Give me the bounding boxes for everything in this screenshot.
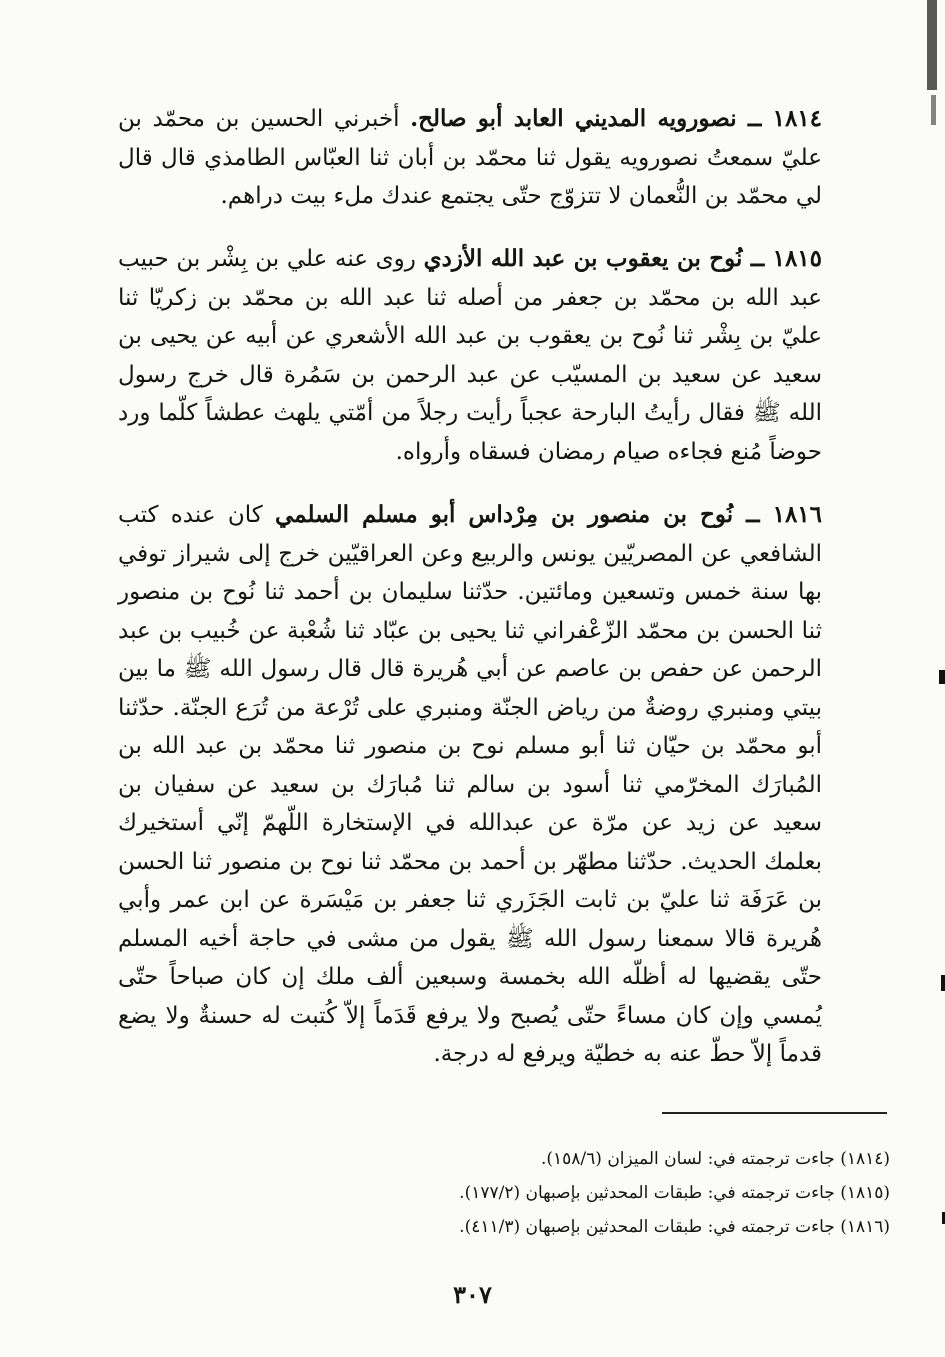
entry-1815 bbox=[118, 240, 822, 471]
footnote: (١٨١٦) جاءت ترجمته في: طبقات المحدثين بإصبهان (٤١١/٣). bbox=[459, 1217, 890, 1237]
entry-text: كان عنده كتب الشافعي عن المصريّين يونس والربيع وعن العراقيّين خرج إلى شيراز توفي بها سنة خمس وتسعين ومائتين. حدّثنا سليمان بن أحمد ثنا نُوح بن منصور ثنا الحسن بن محمّد الزّعْفراني ثنا يحيى بن عبّاد ثنا شُعْبة عن خُبيب بن عبد الرحمن عن حفص بن عاصم عن أبي هُريرة قال قال رسول الله ﷺ ما بين بيتي ومنبري روضةٌ من رياض الجنّة ومنبري على تُرْعة من تُرَع الجنّة. حدّثنا أبو محمّد بن حيّان ثنا أبو مسلم نوح بن منصور ثنا محمّد بن عبد الله بن المُبارَك المخرّمي ثنا أسود بن سالم ثنا مُبارَك بن سعيد عن سفيان بن سعيد عن زيد عن مرّة عن عبدالله في الإستخارة اللّهمّ إنّي أستخيرك بعلمك الحديث. حدّثنا مطهّر بن أحمد بن محمّد ثنا نوح بن منصور ثنا الحسن بن عَرَفَة ثنا عليّ بن ثابت الجَزَري ثنا جعفر بن مَيْسَرة عن ابن عمر وأبي هُريرة قالا سمعنا رسول الله ﷺ يقول من مشى في حاجة أخيه المسلم حتّى يقضيها له أظلّه الله بخمسة وسبعين ألف ملك إن كان صباحاً حتّى يُمسي وإن كان مساءً حتّى يُصبح ولا يرفع قَدَماً إلاّ كُتبت له حسنةٌ ولا يضع قدماً إلاّ حطّ عنه به خطيّة ويرفع له درجة. bbox=[118, 502, 822, 1067]
entry-heading: ١٨١٥ ــ نُوح بن يعقوب بن عبد الله الأزدي bbox=[423, 245, 823, 272]
page-number: ٣٠٧ bbox=[453, 1280, 492, 1309]
entry-text: أخبرني الحسين بن محمّد بن عليّ سمعتُ نصورويه يقول ثنا محمّد بن أبان ثنا العبّاس الطامذي قال قال لي محمّد بن النُّعمان لا تتزوّج حتّى يجتمع عندك ملء بيت دراهم. bbox=[118, 106, 822, 209]
entry-heading: ١٨١٦ ــ نُوح بن منصور بن مِرْداس أبو مسلم السلمي bbox=[274, 501, 823, 528]
entry-1814 bbox=[118, 100, 822, 216]
footnote-divider bbox=[662, 1112, 887, 1114]
footnote: (١٨١٤) جاءت ترجمته في: لسان الميزان (١٥٨/٦). bbox=[540, 1149, 890, 1169]
entry-heading: ١٨١٤ ــ نصورويه المديني العابد أبو صالح. bbox=[410, 105, 823, 132]
footnote: (١٨١٥) جاءت ترجمته في: طبقات المحدثين بإصبهان (١٧٧/٢). bbox=[459, 1183, 890, 1203]
entry-text: روى عنه علي بن بِشْر بن حبيب عبد الله بن محمّد بن جعفر من أصله ثنا عبد الله بن محمّد بن زكريّا ثنا عليّ بن بِشْر ثنا نُوح بن يعقوب بن عبد الله الأشعري عن أبيه عن يحيى بن سعيد عن سعيد بن المسيّب عن عبد الرحمن بن سَمُرة قال خرج رسول الله ﷺ فقال رأيتُ البارحة عجباً رأيت رجلاً من أمّتي يلهث عطشاً كلّما ورد حوضاً مُنع فجاءه صيام رمضان فسقاه وأرواه. bbox=[118, 246, 822, 465]
page-edge-marks bbox=[905, 0, 945, 1357]
entry-1816 bbox=[118, 496, 822, 1074]
footnotes bbox=[380, 1142, 890, 1244]
